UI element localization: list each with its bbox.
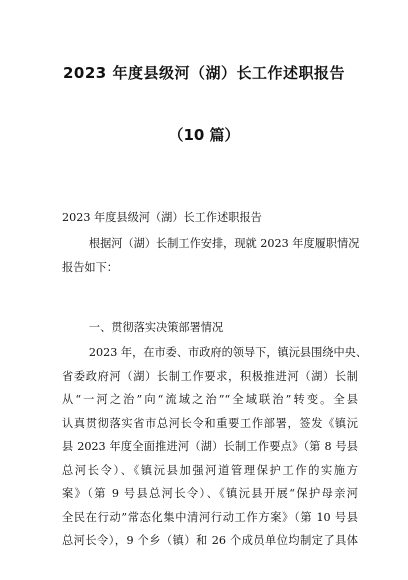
intro-line: 报告如下： <box>62 260 118 274</box>
intro-paragraph <box>62 232 358 279</box>
paragraph-line: 总河长令），9 个乡（镇）和 26 个成员单位均制定了具体 <box>62 534 358 547</box>
paragraph-line: 省委政府河（湖）长制工作要求，积极推进河（湖）长制 <box>62 369 358 383</box>
document-subtitle: （10 篇） <box>168 126 240 144</box>
paragraph-line: 2023 年，在市委、市政府的领导下，镇沅县围绕中央、 <box>88 346 368 359</box>
paragraph-line: 从“一河之治”向“流域之治”“全域联治”转变。全县 <box>62 393 358 406</box>
paragraph-line: 认真贯彻落实省市总河长令和重要工作部署，签发《镇沅 <box>62 416 358 430</box>
paragraph-line: 总河长令）、《镇沅县加强河道管理保护工作的实施方 <box>62 463 358 477</box>
document-title: 2023 年度县级河（湖）长工作述职报告 <box>63 64 345 82</box>
paragraph-line: 案》（第 9 号县总河长令）、《镇沅县开展“保护母亲河 <box>62 487 358 500</box>
paragraph-line: 全民在行动”常态化集中清河行动工作方案》（第 10 号县 <box>62 510 358 524</box>
report-heading: 2023 年度县级河（湖）长工作述职报告 <box>62 211 262 224</box>
section-heading: 一、贯彻落实决策部署情况 <box>88 321 224 334</box>
paragraph-line: 县 2023 年度全面推进河（湖）长制工作要点》（第 8 号县 <box>62 440 358 453</box>
body-paragraph <box>62 341 368 553</box>
intro-line: 根据河（湖）长制工作安排，现就 2023 年度履职情况 <box>88 237 360 250</box>
